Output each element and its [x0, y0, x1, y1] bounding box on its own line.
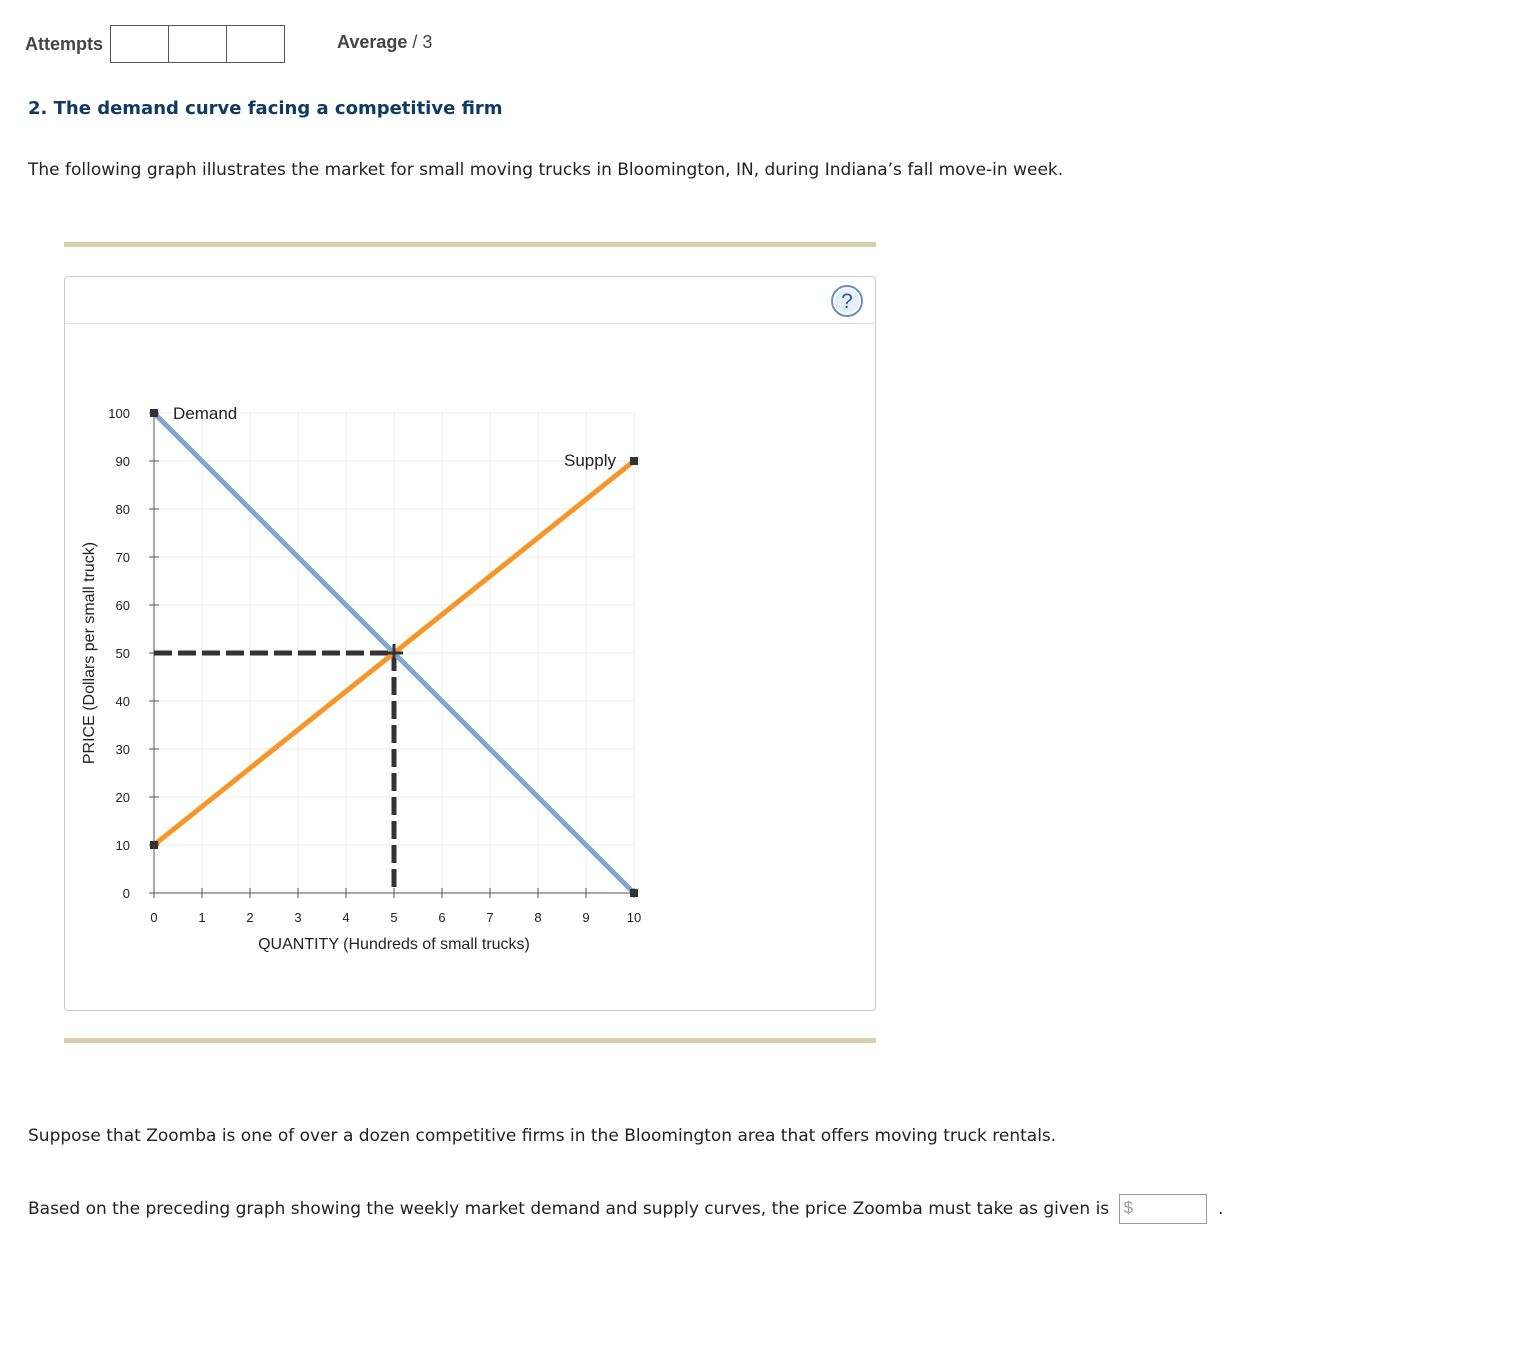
attempts-bar: [25, 24, 285, 64]
supply-demand-chart: [65, 277, 875, 1010]
y-axis-label: PRICE (Dollars per small truck): [81, 541, 98, 765]
y-tick-label: 0: [122, 886, 130, 901]
y-tick-label: 90: [115, 454, 130, 469]
x-axis-label: QUANTITY (Hundreds of small trucks): [258, 936, 530, 953]
dollar-sign: $: [1123, 1198, 1134, 1217]
graph-panel: [64, 276, 876, 1011]
question-intro: The following graph illustrates the market for small moving trucks in Bloomington, IN, during Indiana’s fall move-in week.: [28, 160, 1064, 180]
x-tick-label: 1: [198, 910, 206, 925]
attempt-boxes: [110, 25, 285, 63]
attempts-label: Attempts: [25, 33, 104, 54]
demand-label: Demand: [173, 404, 238, 423]
supply-endpoint: [150, 841, 158, 849]
y-tick-label: 60: [115, 598, 130, 613]
x-tick-label: 0: [150, 910, 158, 925]
price-input[interactable]: [1136, 1195, 1206, 1221]
supply-label: Supply: [564, 451, 616, 470]
y-tick-label: 40: [115, 694, 130, 709]
attempt-box: [227, 26, 284, 62]
y-tick-label: 10: [115, 838, 130, 853]
x-tick-label: 10: [626, 910, 642, 925]
bottom-divider: [64, 1038, 876, 1043]
x-tick-label: 4: [342, 910, 350, 925]
price-input-container: [1119, 1194, 1207, 1224]
x-tick-label: 6: [438, 910, 446, 925]
price-question: [28, 1194, 1223, 1224]
x-tick-label: 3: [294, 910, 302, 925]
paragraph-competitive-firms: Suppose that Zoomba is one of over a dozen competitive firms in the Bloomington area that offers moving truck rentals.: [28, 1126, 1057, 1146]
svg-text:?: ?: [841, 290, 853, 313]
price-question-text: Based on the preceding graph showing the weekly market demand and supply curves, the price Zoomba must take as given is: [28, 1199, 1110, 1219]
x-tick-label: 9: [582, 910, 590, 925]
y-tick-label: 100: [108, 406, 130, 421]
demand-endpoint: [630, 889, 638, 897]
average-label: Average: [337, 32, 408, 52]
average-value: / 3: [412, 32, 433, 52]
sentence-period: .: [1217, 1199, 1224, 1219]
demand-endpoint: [150, 409, 158, 417]
supply-endpoint: [630, 457, 638, 465]
y-tick-label: 30: [115, 742, 130, 757]
x-tick-label: 2: [246, 910, 254, 925]
y-tick-label: 50: [115, 646, 130, 661]
y-tick-label: 20: [115, 790, 130, 805]
top-divider: [64, 242, 876, 247]
x-tick-label: 8: [534, 910, 542, 925]
question-title: 2. The demand curve facing a competitive firm: [28, 98, 503, 119]
attempt-box: [169, 26, 227, 62]
x-tick-label: 7: [486, 910, 494, 925]
y-tick-label: 80: [115, 502, 130, 517]
average-display: [337, 32, 432, 53]
attempt-box: [111, 26, 169, 62]
y-tick-label: 70: [115, 550, 130, 565]
x-tick-label: 5: [390, 910, 398, 925]
